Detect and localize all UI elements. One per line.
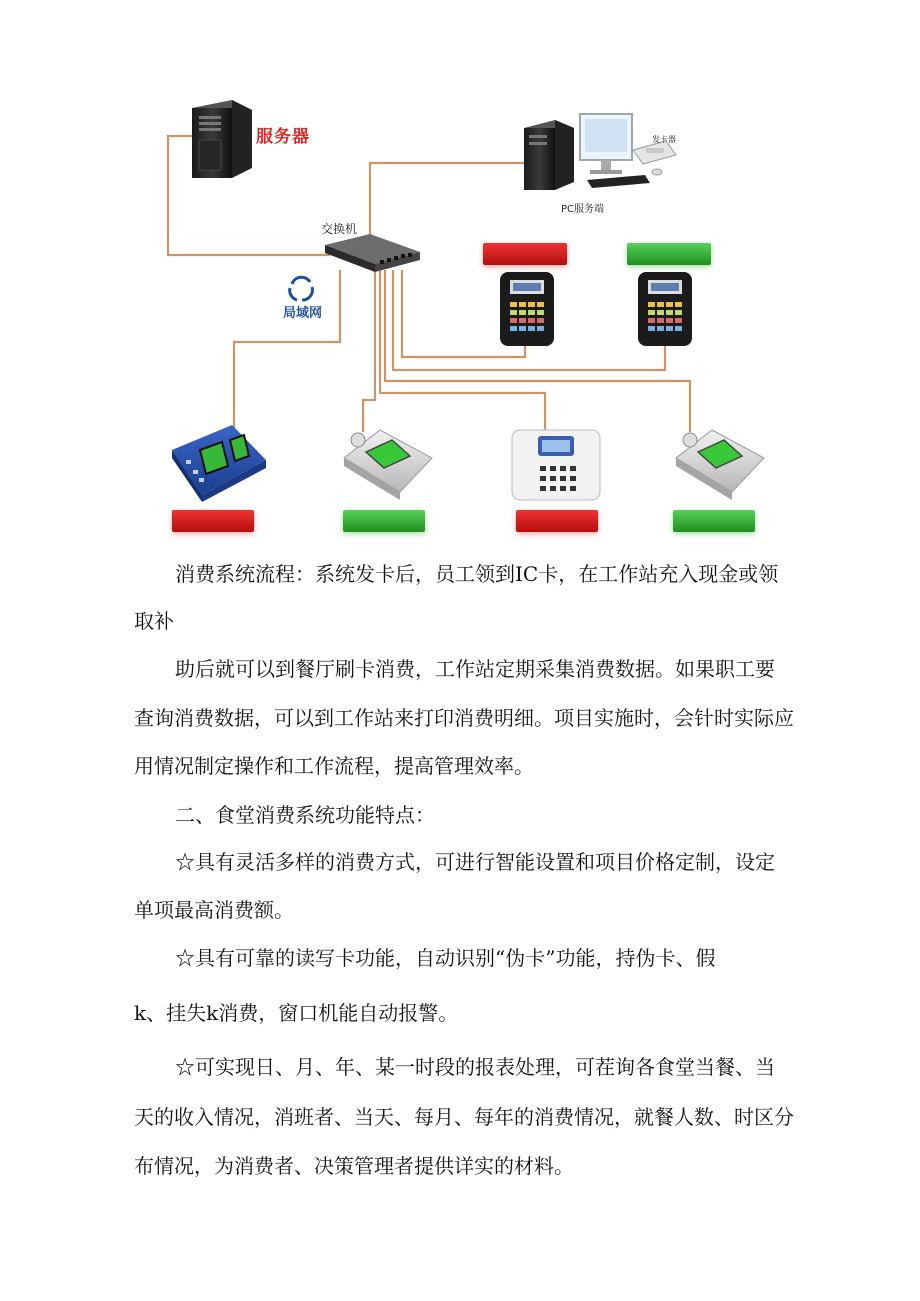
- desktop-terminal-icon: [512, 430, 600, 500]
- terminal-tag: [172, 510, 254, 532]
- paragraph-line: ☆具有可靠的读写卡功能，自动识别“伪卡”功能，持伪卡、假: [175, 946, 716, 970]
- paragraph-line: 布情况，为消费者、决策管理者提供详实的材料。: [134, 1154, 574, 1178]
- terminal-tag: [516, 510, 598, 532]
- paragraph-line: 查询消费数据，可以到工作站来打印消费明细。项目实施时，会针时实际应: [134, 706, 794, 730]
- pos-terminal-grey-icon: [344, 430, 432, 500]
- paragraph-line: 取补: [134, 609, 174, 633]
- network-switch-icon: [325, 234, 420, 272]
- terminal-tag: [483, 243, 567, 265]
- network-diagram-graphic: [0, 0, 920, 545]
- switch-label: 交换机: [321, 222, 358, 236]
- server-label: 服务器: [256, 127, 310, 147]
- paragraph-line: 天的收入情况，消班者、当天、每月、每年的消费情况，就餐人数、时区分: [134, 1105, 794, 1129]
- card-reader-label: 发卡器: [652, 135, 676, 144]
- pc-server-label: PC服务端: [561, 204, 605, 215]
- paragraph-line: 单项最高消费额。: [134, 898, 294, 922]
- paragraph-line: k、挂失k消费，窗口机能自动报警。: [134, 1001, 459, 1025]
- server-tower-icon: [192, 100, 252, 178]
- keypad-terminal-icon: [500, 272, 554, 346]
- network-diagram: [0, 0, 920, 545]
- pos-terminal-grey-icon: [676, 430, 764, 500]
- paragraph-line: 消费系统流程：系统发卡后，员工领到IC卡，在工作站充入现金或领: [175, 562, 779, 586]
- paragraph-line: ☆可实现日、月、年、某一时段的报表处理，可茬询各食堂当餐、当: [175, 1055, 775, 1079]
- lan-icon: [290, 277, 313, 300]
- pos-terminal-blue-icon: [172, 425, 266, 502]
- paragraph-line: 用情况制定操作和工作流程，提高管理效率。: [134, 754, 534, 778]
- terminal-tag: [673, 510, 755, 532]
- paragraph-line: ☆具有灵活多样的消费方式，可进行智能设置和项目价格定制，设定: [175, 850, 775, 874]
- paragraph-line: 助后就可以到餐厅刷卡消费，工作站定期采集消费数据。如果职工要: [175, 657, 775, 681]
- terminal-tag: [343, 510, 425, 532]
- keypad-terminal-icon: [638, 272, 692, 346]
- section-heading: 二、食堂消费系统功能特点：: [175, 803, 435, 827]
- lan-label: 局域网: [283, 306, 323, 321]
- terminal-tag: [627, 243, 711, 265]
